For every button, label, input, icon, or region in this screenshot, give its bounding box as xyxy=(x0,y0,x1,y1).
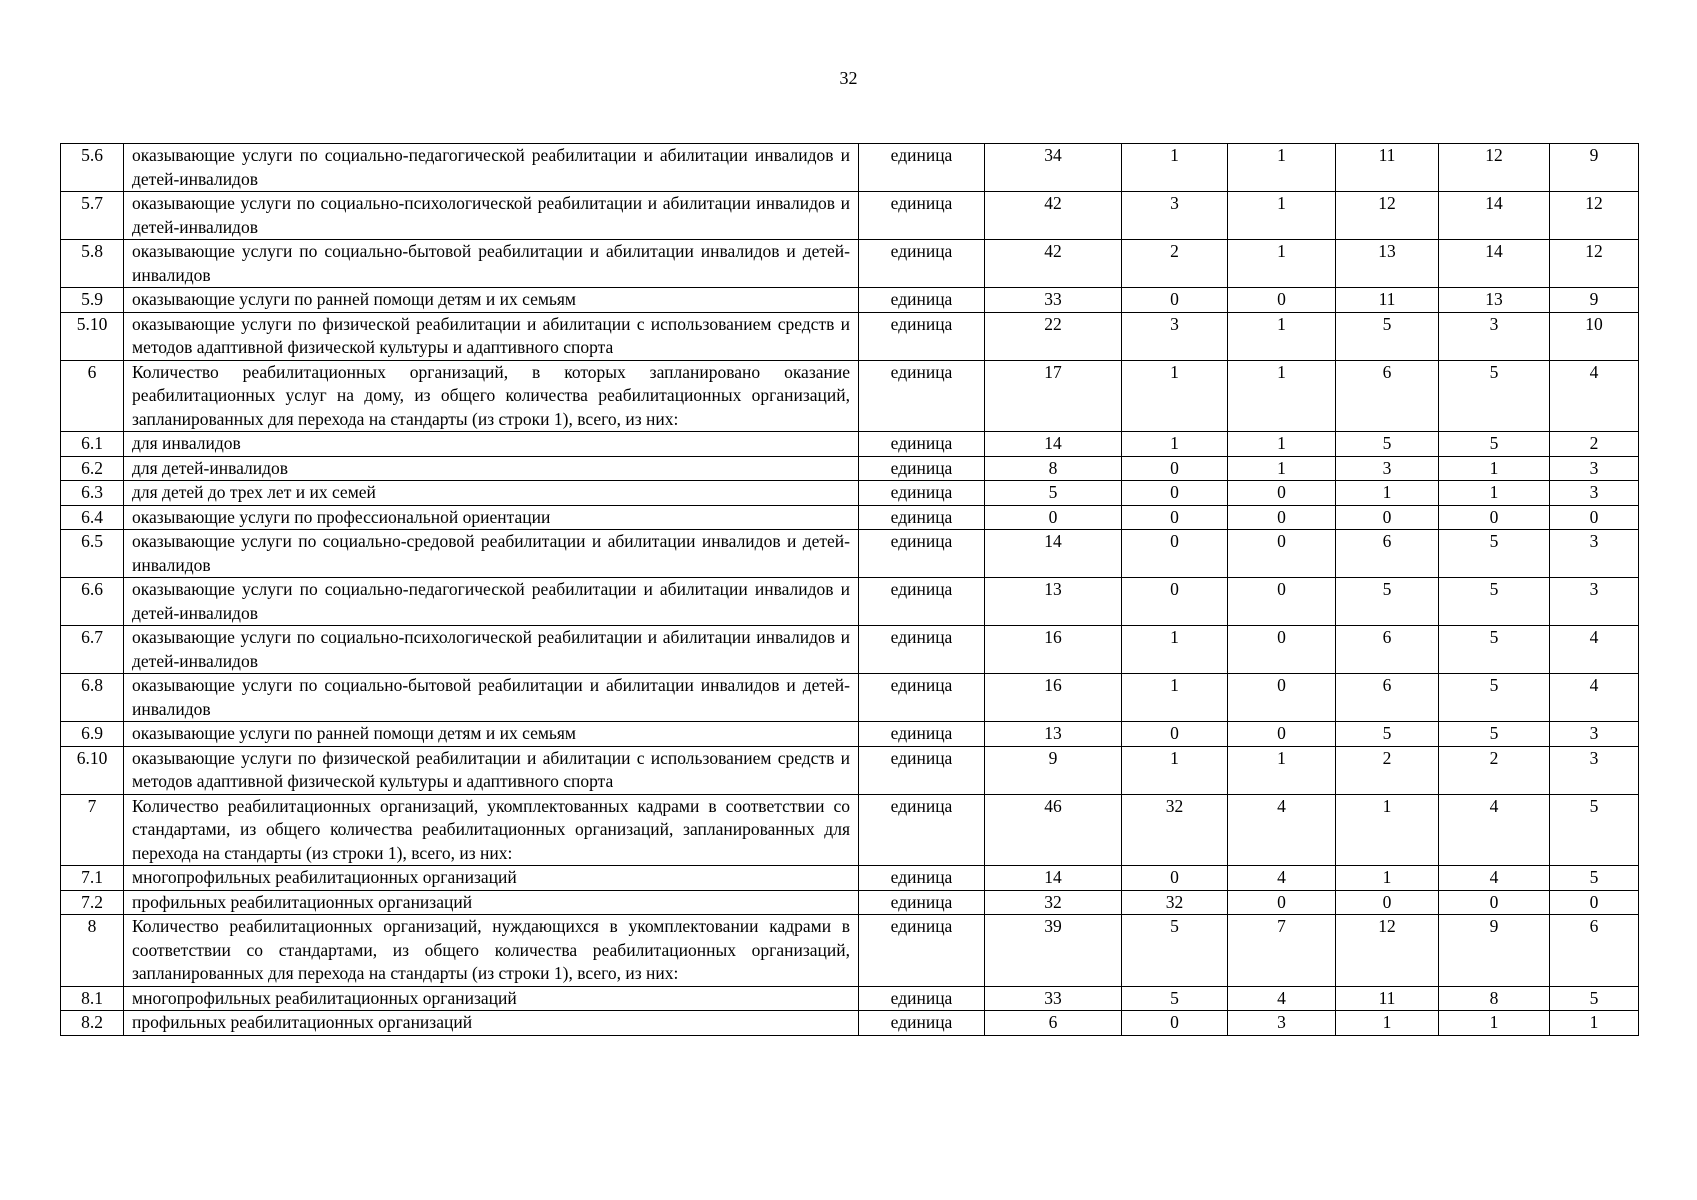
row-value-4: 11 xyxy=(1336,986,1439,1011)
row-value-1: 0 xyxy=(985,505,1122,530)
table-row xyxy=(61,240,1639,288)
row-value-4: 5 xyxy=(1336,312,1439,360)
row-unit: единица xyxy=(859,890,985,915)
row-value-3: 3 xyxy=(1228,1011,1336,1036)
row-value-2: 1 xyxy=(1122,746,1228,794)
row-value-2: 0 xyxy=(1122,481,1228,506)
row-value-1: 33 xyxy=(985,288,1122,313)
row-unit: единица xyxy=(859,626,985,674)
row-value-6: 3 xyxy=(1550,481,1639,506)
row-value-4: 5 xyxy=(1336,578,1439,626)
row-value-5: 8 xyxy=(1439,986,1550,1011)
row-value-3: 0 xyxy=(1228,578,1336,626)
row-description: многопрофильных реабилитационных организаций xyxy=(124,866,859,891)
row-value-1: 22 xyxy=(985,312,1122,360)
row-unit: единица xyxy=(859,192,985,240)
row-value-6: 5 xyxy=(1550,986,1639,1011)
row-value-3: 1 xyxy=(1228,746,1336,794)
row-value-3: 4 xyxy=(1228,986,1336,1011)
row-value-5: 13 xyxy=(1439,288,1550,313)
row-value-6: 4 xyxy=(1550,674,1639,722)
row-value-3: 1 xyxy=(1228,240,1336,288)
table-row xyxy=(61,915,1639,987)
row-value-4: 11 xyxy=(1336,288,1439,313)
row-unit: единица xyxy=(859,866,985,891)
row-value-3: 0 xyxy=(1228,505,1336,530)
row-value-3: 4 xyxy=(1228,794,1336,866)
row-value-2: 0 xyxy=(1122,530,1228,578)
table-row xyxy=(61,530,1639,578)
row-value-1: 5 xyxy=(985,481,1122,506)
data-table xyxy=(60,143,1639,1036)
table-row xyxy=(61,456,1639,481)
row-unit: единица xyxy=(859,1011,985,1036)
row-value-5: 0 xyxy=(1439,890,1550,915)
row-value-5: 1 xyxy=(1439,1011,1550,1036)
row-value-6: 6 xyxy=(1550,915,1639,987)
row-description: для детей-инвалидов xyxy=(124,456,859,481)
row-value-3: 0 xyxy=(1228,890,1336,915)
row-value-3: 1 xyxy=(1228,192,1336,240)
row-value-3: 1 xyxy=(1228,360,1336,432)
row-unit: единица xyxy=(859,578,985,626)
row-value-4: 3 xyxy=(1336,456,1439,481)
table-row xyxy=(61,626,1639,674)
row-description: оказывающие услуги по социально-средовой реабилитации и абилитации инвалидов и детей-инвалидов xyxy=(124,530,859,578)
row-value-3: 1 xyxy=(1228,144,1336,192)
row-description: оказывающие услуги по социально-психологической реабилитации и абилитации инвалидов и детей-инвалидов xyxy=(124,192,859,240)
row-value-5: 1 xyxy=(1439,456,1550,481)
table-row xyxy=(61,505,1639,530)
row-value-6: 4 xyxy=(1550,626,1639,674)
row-unit: единица xyxy=(859,794,985,866)
row-value-4: 6 xyxy=(1336,530,1439,578)
row-unit: единица xyxy=(859,288,985,313)
table-row xyxy=(61,794,1639,866)
row-description: оказывающие услуги по социально-педагогической реабилитации и абилитации инвалидов и детей-инвалидов xyxy=(124,578,859,626)
row-value-1: 13 xyxy=(985,722,1122,747)
row-value-3: 1 xyxy=(1228,312,1336,360)
row-value-5: 14 xyxy=(1439,240,1550,288)
row-value-6: 5 xyxy=(1550,866,1639,891)
row-number: 6.9 xyxy=(61,722,124,747)
row-value-6: 5 xyxy=(1550,794,1639,866)
row-value-4: 1 xyxy=(1336,866,1439,891)
row-number: 6.8 xyxy=(61,674,124,722)
row-value-1: 34 xyxy=(985,144,1122,192)
row-value-3: 4 xyxy=(1228,866,1336,891)
row-number: 6.2 xyxy=(61,456,124,481)
row-value-6: 2 xyxy=(1550,432,1639,457)
row-value-5: 14 xyxy=(1439,192,1550,240)
row-value-3: 0 xyxy=(1228,674,1336,722)
row-value-1: 42 xyxy=(985,240,1122,288)
row-value-4: 12 xyxy=(1336,915,1439,987)
row-number: 6 xyxy=(61,360,124,432)
row-value-2: 0 xyxy=(1122,505,1228,530)
row-value-6: 4 xyxy=(1550,360,1639,432)
row-value-5: 5 xyxy=(1439,432,1550,457)
row-value-1: 14 xyxy=(985,866,1122,891)
row-value-6: 3 xyxy=(1550,530,1639,578)
row-value-1: 46 xyxy=(985,794,1122,866)
row-number: 6.6 xyxy=(61,578,124,626)
row-value-1: 16 xyxy=(985,626,1122,674)
row-value-2: 1 xyxy=(1122,432,1228,457)
row-number: 6.5 xyxy=(61,530,124,578)
row-value-5: 4 xyxy=(1439,866,1550,891)
row-description: для инвалидов xyxy=(124,432,859,457)
row-number: 8 xyxy=(61,915,124,987)
row-value-6: 9 xyxy=(1550,288,1639,313)
row-value-2: 0 xyxy=(1122,1011,1228,1036)
row-value-1: 42 xyxy=(985,192,1122,240)
row-description: оказывающие услуги по профессиональной ориентации xyxy=(124,505,859,530)
row-number: 8.1 xyxy=(61,986,124,1011)
row-value-2: 1 xyxy=(1122,144,1228,192)
row-value-1: 9 xyxy=(985,746,1122,794)
row-value-3: 0 xyxy=(1228,722,1336,747)
row-number: 5.7 xyxy=(61,192,124,240)
row-description: для детей до трех лет и их семей xyxy=(124,481,859,506)
row-value-2: 5 xyxy=(1122,986,1228,1011)
row-number: 6.3 xyxy=(61,481,124,506)
row-value-1: 32 xyxy=(985,890,1122,915)
row-number: 6.1 xyxy=(61,432,124,457)
row-value-2: 0 xyxy=(1122,722,1228,747)
row-unit: единица xyxy=(859,312,985,360)
row-unit: единица xyxy=(859,674,985,722)
row-value-2: 0 xyxy=(1122,578,1228,626)
row-value-6: 3 xyxy=(1550,456,1639,481)
row-value-3: 0 xyxy=(1228,288,1336,313)
table-body xyxy=(61,144,1639,1036)
row-number: 7 xyxy=(61,794,124,866)
row-description: профильных реабилитационных организаций xyxy=(124,890,859,915)
row-value-4: 6 xyxy=(1336,360,1439,432)
row-description: оказывающие услуги по социально-бытовой реабилитации и абилитации инвалидов и детей-инвалидов xyxy=(124,674,859,722)
row-value-4: 2 xyxy=(1336,746,1439,794)
row-number: 6.10 xyxy=(61,746,124,794)
row-value-6: 0 xyxy=(1550,505,1639,530)
row-description: оказывающие услуги по социально-бытовой реабилитации и абилитации инвалидов и детей-инвалидов xyxy=(124,240,859,288)
row-value-5: 12 xyxy=(1439,144,1550,192)
row-unit: единица xyxy=(859,456,985,481)
row-value-1: 17 xyxy=(985,360,1122,432)
row-unit: единица xyxy=(859,432,985,457)
row-description: оказывающие услуги по физической реабилитации и абилитации с использованием средств и методов адаптивной физической культуры и адаптивного спорта xyxy=(124,746,859,794)
row-value-4: 1 xyxy=(1336,481,1439,506)
table-row xyxy=(61,360,1639,432)
table-row xyxy=(61,746,1639,794)
row-description: Количество реабилитационных организаций, нуждающихся в укомплектовании кадрами в соответствии со стандартами, из общего количества реабилитационных организаций, запланированных для перехода на стандарты (из строки 1), всего, из них: xyxy=(124,915,859,987)
row-value-4: 6 xyxy=(1336,626,1439,674)
row-value-2: 0 xyxy=(1122,288,1228,313)
table-row xyxy=(61,192,1639,240)
row-value-1: 16 xyxy=(985,674,1122,722)
table-row xyxy=(61,722,1639,747)
row-value-2: 0 xyxy=(1122,866,1228,891)
row-value-5: 3 xyxy=(1439,312,1550,360)
row-number: 8.2 xyxy=(61,1011,124,1036)
table-row xyxy=(61,481,1639,506)
row-unit: единица xyxy=(859,722,985,747)
row-value-4: 1 xyxy=(1336,794,1439,866)
row-value-5: 0 xyxy=(1439,505,1550,530)
row-value-6: 12 xyxy=(1550,192,1639,240)
row-value-1: 8 xyxy=(985,456,1122,481)
row-value-2: 32 xyxy=(1122,890,1228,915)
table-row xyxy=(61,986,1639,1011)
row-value-1: 33 xyxy=(985,986,1122,1011)
row-value-6: 10 xyxy=(1550,312,1639,360)
row-number: 7.1 xyxy=(61,866,124,891)
row-value-5: 1 xyxy=(1439,481,1550,506)
row-value-2: 32 xyxy=(1122,794,1228,866)
row-value-6: 3 xyxy=(1550,746,1639,794)
row-value-4: 12 xyxy=(1336,192,1439,240)
table-row xyxy=(61,288,1639,313)
row-value-6: 3 xyxy=(1550,722,1639,747)
row-number: 6.7 xyxy=(61,626,124,674)
row-unit: единица xyxy=(859,746,985,794)
row-description: оказывающие услуги по ранней помощи детям и их семьям xyxy=(124,722,859,747)
row-value-3: 1 xyxy=(1228,456,1336,481)
row-description: профильных реабилитационных организаций xyxy=(124,1011,859,1036)
row-value-5: 2 xyxy=(1439,746,1550,794)
row-number: 5.8 xyxy=(61,240,124,288)
row-unit: единица xyxy=(859,144,985,192)
row-number: 6.4 xyxy=(61,505,124,530)
row-value-3: 0 xyxy=(1228,626,1336,674)
row-value-1: 6 xyxy=(985,1011,1122,1036)
row-value-3: 1 xyxy=(1228,432,1336,457)
row-value-4: 5 xyxy=(1336,722,1439,747)
row-value-5: 5 xyxy=(1439,578,1550,626)
table-row xyxy=(61,866,1639,891)
row-value-6: 3 xyxy=(1550,578,1639,626)
row-number: 5.6 xyxy=(61,144,124,192)
row-value-5: 5 xyxy=(1439,626,1550,674)
row-value-6: 12 xyxy=(1550,240,1639,288)
table-row xyxy=(61,674,1639,722)
row-unit: единица xyxy=(859,915,985,987)
row-description: оказывающие услуги по физической реабилитации и абилитации с использованием средств и методов адаптивной физической культуры и адаптивного спорта xyxy=(124,312,859,360)
row-unit: единица xyxy=(859,530,985,578)
row-unit: единица xyxy=(859,481,985,506)
row-value-4: 0 xyxy=(1336,890,1439,915)
row-value-3: 0 xyxy=(1228,530,1336,578)
row-number: 5.10 xyxy=(61,312,124,360)
row-number: 5.9 xyxy=(61,288,124,313)
row-value-5: 9 xyxy=(1439,915,1550,987)
table-row xyxy=(61,144,1639,192)
row-value-5: 5 xyxy=(1439,530,1550,578)
row-number: 7.2 xyxy=(61,890,124,915)
row-value-1: 39 xyxy=(985,915,1122,987)
row-value-2: 1 xyxy=(1122,674,1228,722)
row-value-4: 13 xyxy=(1336,240,1439,288)
row-value-1: 14 xyxy=(985,432,1122,457)
row-unit: единица xyxy=(859,240,985,288)
row-value-3: 7 xyxy=(1228,915,1336,987)
row-value-3: 0 xyxy=(1228,481,1336,506)
row-value-5: 5 xyxy=(1439,360,1550,432)
row-unit: единица xyxy=(859,360,985,432)
table-row xyxy=(61,1011,1639,1036)
row-unit: единица xyxy=(859,986,985,1011)
page-number: 32 xyxy=(839,68,858,88)
table-row xyxy=(61,312,1639,360)
row-value-2: 3 xyxy=(1122,192,1228,240)
row-value-4: 0 xyxy=(1336,505,1439,530)
row-value-2: 5 xyxy=(1122,915,1228,987)
row-description: Количество реабилитационных организаций, в которых запланировано оказание реабилитационных услуг на дому, из общего количества реабилитационных организаций, запланированных для перехода на стандарты (из строки 1), всего, из них: xyxy=(124,360,859,432)
row-value-4: 5 xyxy=(1336,432,1439,457)
row-value-5: 5 xyxy=(1439,674,1550,722)
row-value-5: 4 xyxy=(1439,794,1550,866)
table-row xyxy=(61,890,1639,915)
row-value-5: 5 xyxy=(1439,722,1550,747)
row-value-2: 2 xyxy=(1122,240,1228,288)
row-description: оказывающие услуги по социально-психологической реабилитации и абилитации инвалидов и детей-инвалидов xyxy=(124,626,859,674)
row-description: оказывающие услуги по социально-педагогической реабилитации и абилитации инвалидов и детей-инвалидов xyxy=(124,144,859,192)
row-description: многопрофильных реабилитационных организаций xyxy=(124,986,859,1011)
row-value-2: 0 xyxy=(1122,456,1228,481)
row-value-6: 1 xyxy=(1550,1011,1639,1036)
row-value-1: 14 xyxy=(985,530,1122,578)
row-value-4: 11 xyxy=(1336,144,1439,192)
row-value-4: 6 xyxy=(1336,674,1439,722)
row-description: Количество реабилитационных организаций, укомплектованных кадрами в соответствии со стандартами, из общего количества реабилитационных организаций, запланированных для перехода на стандарты (из строки 1), всего, из них: xyxy=(124,794,859,866)
row-value-6: 9 xyxy=(1550,144,1639,192)
row-value-2: 1 xyxy=(1122,360,1228,432)
row-value-4: 1 xyxy=(1336,1011,1439,1036)
row-value-2: 1 xyxy=(1122,626,1228,674)
row-value-1: 13 xyxy=(985,578,1122,626)
table-row xyxy=(61,578,1639,626)
row-description: оказывающие услуги по ранней помощи детям и их семьям xyxy=(124,288,859,313)
row-value-6: 0 xyxy=(1550,890,1639,915)
row-unit: единица xyxy=(859,505,985,530)
table-row xyxy=(61,432,1639,457)
row-value-2: 3 xyxy=(1122,312,1228,360)
